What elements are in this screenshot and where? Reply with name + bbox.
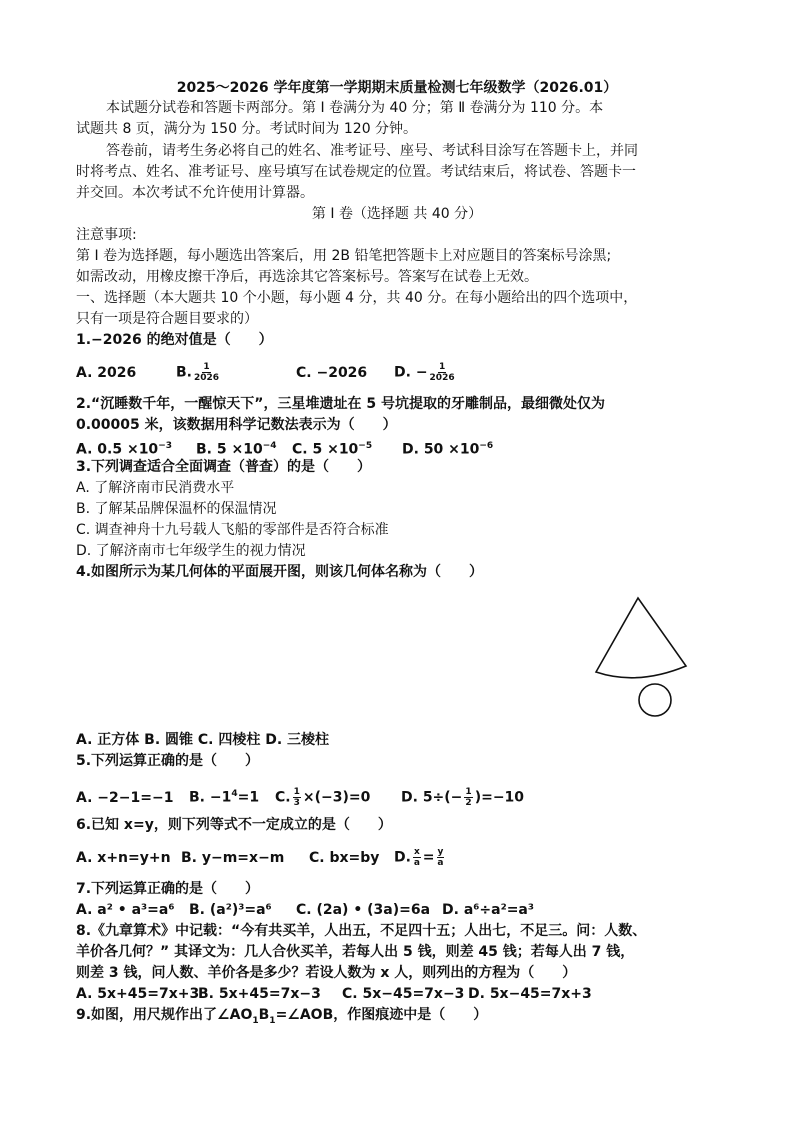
q2-option-c: C. $5 \times 10^{-5}$ — [292, 441, 373, 458]
part1-line-2: 只有一项是符合题目要求的） — [76, 311, 258, 327]
q5-option-d: D. 5÷(− $\frac{1}{2}$ )=−10 — [401, 787, 525, 809]
q8-line-3: 则差 3 钱，问人数、羊价各是多少？若设人数为 x 人，则列出的方程为（ ） — [76, 965, 577, 981]
q6-option-d: D. $\frac{x}{a}$ = $\frac{y}{a}$ — [394, 847, 444, 868]
q5-stem: 5.下列运算正确的是（ ） — [76, 753, 260, 769]
q1-stem: 1.−2026 的绝对值是（ ） — [76, 332, 273, 348]
exam-title: 2025～2026 学年度第一学期期末质量检测七年级数学（2026.01） — [176, 80, 618, 96]
q2-line-1: 2.“沉睡数千年，一醒惊天下”，三星堆遗址在 5 号坑提取的牙雕制品，最细微处仅为 — [76, 396, 605, 412]
intro-line-3: 答卷前，请考生务必将自己的姓名、准考证号、座号、考试科目涂写在答题卡上，并同 — [106, 143, 638, 159]
q1-option-c: C. −2026 — [296, 364, 368, 381]
intro-line-2: 试题共 8 页，满分为 150 分。考试时间为 120 分钟。 — [76, 121, 418, 137]
intro-line-4: 时将考点、姓名、准考证号、座号填写在试卷规定的位置。考试结束后，将试卷、答题卡一 — [76, 164, 636, 180]
q5-c-fraction: $\frac{1}{3}$ — [293, 787, 300, 809]
q3-option-d: D. 了解济南市七年级学生的视力情况 — [76, 543, 306, 559]
q1-b-fraction: $\frac{1}{2026}$ — [194, 362, 220, 383]
q6-option-c: C. bx=by — [309, 849, 380, 866]
q7-options — [76, 900, 534, 920]
q4-stem: 4.如图所示为某几何体的平面展开图，则该几何体名称为（ ） — [76, 564, 484, 580]
q1-options — [76, 362, 457, 383]
part1-line-1: 一、选择题（本大题共 10 个小题，每小题 4 分，共 40 分。在每小题给出的四个选项中， — [76, 290, 638, 306]
intro-line-1: 本试题分试卷和答题卡两部分。第 Ⅰ 卷满分为 40 分；第 Ⅱ 卷满分为 110 分。本 — [106, 100, 604, 116]
q8-line-1: 8.《九章算术》中记载：“今有共买羊，人出五，不足四十五；人出七，不足三。问：人数、 — [76, 923, 647, 939]
q7-option-b: B. (a²)³=a⁶ — [189, 902, 272, 918]
q1-d-fraction: $\frac{1}{2026}$ — [429, 362, 455, 383]
q3-option-b: B. 了解某品牌保温杯的保温情况 — [76, 501, 277, 517]
q2-option-a: A. $0.5 \times 10^{-3}$ — [76, 441, 172, 458]
notes-heading: 注意事项: — [76, 227, 137, 243]
cone-base-circle — [639, 684, 671, 716]
q6-option-b: B. y−m=x−m — [181, 849, 285, 866]
q2-option-b: B. $5 \times 10^{-4}$ — [196, 441, 277, 458]
q6-d-fraction-1: $\frac{x}{a}$ — [413, 847, 420, 868]
q6-options — [76, 847, 446, 868]
q7-stem: 7.下列运算正确的是（ ） — [76, 881, 260, 897]
q5-option-b: B. $-1^4=1$ — [189, 789, 260, 806]
q5-option-a: A. −2−1=−1 — [76, 789, 174, 806]
q3-option-c: C. 调查神舟十九号载人飞船的零部件是否符合标准 — [76, 522, 389, 538]
q8-option-b: B. 5x+45=7x−3 — [198, 986, 321, 1002]
q8-option-c: C. 5x−45=7x−3 — [342, 986, 465, 1002]
q8-line-2: 羊价各几何？” 其译文为：几人合伙买羊，若每人出 5 钱，则差 45 钱；若每人出 7 钱， — [76, 944, 635, 960]
q4-options: A. 正方体 B. 圆锥 C. 四棱柱 D. 三棱柱 — [76, 732, 330, 748]
q7-option-d: D. a⁶÷a²=a³ — [442, 902, 535, 918]
q5-d-fraction: $\frac{1}{2}$ — [465, 787, 472, 809]
q1-option-a: A. 2026 — [76, 364, 137, 381]
q3-stem: 3.下列调查适合全面调查（普查）的是（ ） — [76, 459, 372, 475]
q6-d-fraction-2: $\frac{y}{a}$ — [437, 847, 444, 868]
q2-line-2: 0.00005 米，该数据用科学记数法表示为（ ） — [76, 417, 397, 433]
q9-stem: 9.如图，用尺规作出了$\angle AO_1B_1=\angle AOB$，作图痕迹中是（ ） — [76, 1007, 488, 1026]
q7-option-a: A. a² • a³=a⁶ — [76, 902, 175, 918]
q1-option-d: D. − $\frac{1}{2026}$ — [394, 362, 455, 383]
intro-line-5: 并交回。本次考试不允许使用计算器。 — [76, 185, 314, 201]
notes-line-1: 第 Ⅰ 卷为选择题，每小题选出答案后，用 2B 铅笔把答题卡上对应题目的答案标号涂黑; — [76, 248, 612, 264]
q8-option-d: D. 5x−45=7x+3 — [468, 986, 592, 1002]
notes-line-2: 如需改动，用橡皮擦干净后，再选涂其它答案标号。答案写在试卷上无效。 — [76, 269, 538, 285]
section-title: 第 Ⅰ 卷（选择题 共 40 分） — [311, 206, 483, 222]
q3-option-a: A. 了解济南市民消费水平 — [76, 480, 235, 496]
cone-sector — [596, 598, 686, 678]
q2-option-d: D. $50 \times 10^{-6}$ — [402, 441, 494, 458]
q8-option-a: A. 5x+45=7x+3 — [76, 986, 200, 1002]
q1-option-b: B. $\frac{1}{2026}$ — [176, 362, 220, 383]
q5-option-c: C. $\frac{1}{3}$ ×(−3)=0 — [275, 787, 371, 809]
q6-option-a: A. x+n=y+n — [76, 849, 171, 866]
cone-net-figure — [588, 586, 720, 724]
q8-options — [76, 984, 592, 1004]
q6-stem: 6.已知 x=y，则下列等式不一定成立的是（ ） — [76, 817, 392, 833]
q7-option-c: C. (2a) • (3a)=6a — [296, 902, 431, 918]
q5-options — [76, 784, 524, 808]
